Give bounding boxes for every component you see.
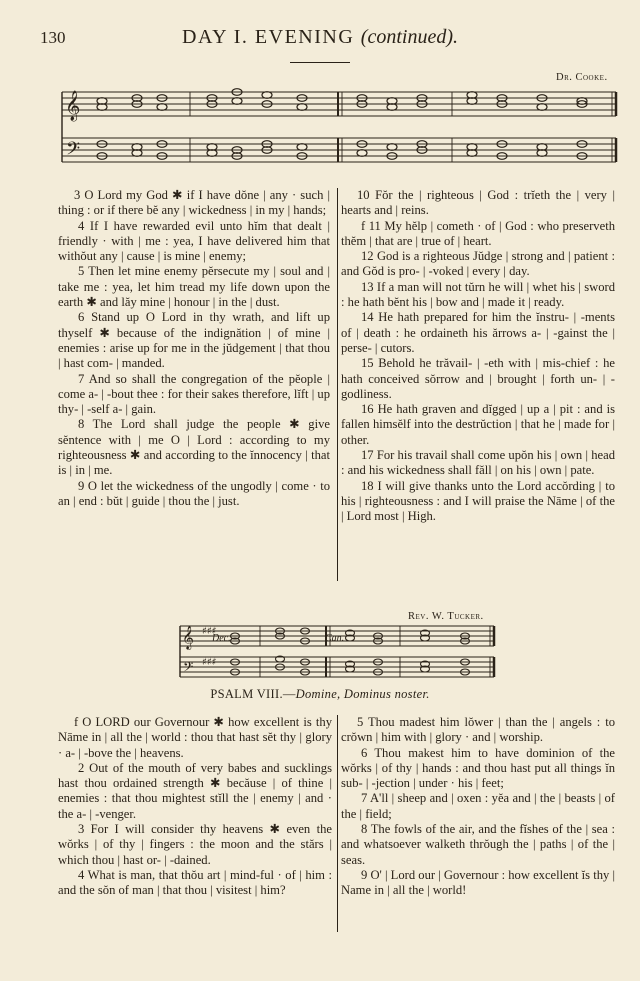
svg-text:𝄞: 𝄞 [182,625,194,649]
svg-text:𝄢: 𝄢 [66,139,81,164]
heading-main: DAY I. EVENING [182,26,355,48]
verse: 9 O' | Lord our | Governour : how excellent ĭs thy | Name in | all the | world! [341,867,615,898]
verse: 16 He hath graven and dĭgged | up a | pit : and is fallen himsĕlf into the destrŭction | that he | made for | other. [341,402,615,447]
verse: 8 The Lord shall judge the people ✱ give sĕntence with | me O | Lord : according to my righteousness ✱ and according to the ĭnnocency | that is | in | me. [58,417,330,478]
chant1-composer: Dr. Cooke. [556,72,608,83]
verse: f O LORD our Governour ✱ how excellent is thy Nāme in | all the | world : thou that hast sĕt thy | glory · a- | -bove the | heavens. [58,715,332,760]
cantoris-label: Can. [325,633,345,644]
psalm7-left-column [58,188,330,509]
psalm8-title-latin: Domine, Dominus noster. [295,687,430,701]
psalm8-title-main: PSALM VIII.— [210,687,296,701]
svg-text:𝄞: 𝄞 [65,91,81,121]
heading-rule [290,62,350,63]
verse: 6 Stand up O Lord in thy wrath, and lift up thyself ✱ because of the indignătion | of mine | enemies : arise up for me in the jŭdgement | that thou | hast com- | manded. [58,310,330,371]
psalm8-title [0,687,640,702]
heading-sub: (continued). [360,26,458,48]
verse: 7 And so shall the congregation of the pĕople | come a- | -bout thee : for their sakes therefore, lĭft | up thy- | -self a- | gain. [58,371,330,417]
chant1-music-score [62,84,618,170]
verse: 12 God is a righteous Jŭdge | strong and | patient : and Gŏd is pro- | -voked | every | day. [341,249,615,279]
svg-text:♯♯♯: ♯♯♯ [202,626,217,637]
verse: 14 He hath prepared for him the ĭnstru- | -ments of | death : he ordaineth his ărrows a- | -gainst the | perse- | cutors. [341,310,615,355]
column-divider [337,188,338,581]
verse: 9 O let the wickedness of the ungodly | come · to an | end : bŭt | guide | thou the | just. [58,478,330,508]
verse: 3 For I will consider thy heavens ✱ even the wŏrks | of thy | fingers : the moon and the stărs | which thou | hast or- | -dained. [58,822,332,867]
verse: f 11 My hĕlp | cometh · of | God : who preserveth thĕm | that are | true of | heart. [341,218,615,248]
column-divider [337,715,338,932]
verse: 13 If a man will not tŭrn he will | whet his | sword : he hath bĕnt his | bow and | made it | ready. [341,279,615,310]
verse: 3 O Lord my God ✱ if I have dŏne | any · such | thing : or if there bĕ any | wickedness | in my | hands; [58,188,330,218]
verse: 17 For his travail shall come upŏn his | own | head : and his wickedness shall făll | on his | own | pate. [341,448,615,478]
psalm7-right-column [341,188,615,525]
page-heading [0,26,640,49]
page-number: 130 [40,28,66,47]
verse: 4 If I have rewarded evil unto hĭm that dealt | friendly · with | me : yea, I have delivered him that withŏut any | cause | is mine | enemy; [58,218,330,264]
svg-text:♯♯♯: ♯♯♯ [202,657,217,668]
verse: 7 A'll | sheep and | oxen : yĕa and | the | beasts | of the | field; [341,791,615,821]
verse: 6 Thou makest him to have dominion of the wŏrks | of thy | hands : and thou hast put all things ĭn sub- | -jection | under · his | feet; [341,745,615,791]
verse: 8 The fowls of the air, and the fĭshes of the | sea : and whatsoever walketh thrŏugh the | paths | of the | seas. [341,822,615,867]
verse: 2 Out of the mouth of very babes and sucklings hast thou ordained strength ✱ becăuse | of thine | enemies : that thou mightest stĭll the | enemy | and · the a- | -venger. [58,760,332,821]
verse: 18 I will give thanks unto the Lord accŏrding | to his | righteousness : and I will praise the Nāme | of the | Lord most | High. [341,478,615,524]
verse: 10 Fŏr the | righteous | God : trĭeth the | very | hearts and | reins. [341,188,615,218]
decani-label: Dec. [212,633,231,644]
verse: 5 Thou madest him lŏwer | than the | angels : to crŏwn | him with | glory · and | worship. [341,715,615,745]
verse: 5 Then let mine enemy pĕrsecute my | soul and | take me : yea, let him tread my life down upon the earth ✱ and lăy mine | honour | in the | dust. [58,264,330,310]
psalm8-left-column [58,715,332,899]
verse: 15 Behold he trăvail- | -eth with | mis-chief : he hath conceived sŏrrow and | brought | forth un- | -godliness. [341,356,615,401]
verse: 4 What is man, that thŏu art | mind-ful · of | him : and the sŏn of man | that thou | visitest | him? [58,867,332,898]
svg-text:𝄢: 𝄢 [183,659,194,678]
chant2-composer: Rev. W. Tucker. [408,611,484,622]
psalm8-right-column [341,715,615,899]
chant2-music-score [180,622,496,684]
